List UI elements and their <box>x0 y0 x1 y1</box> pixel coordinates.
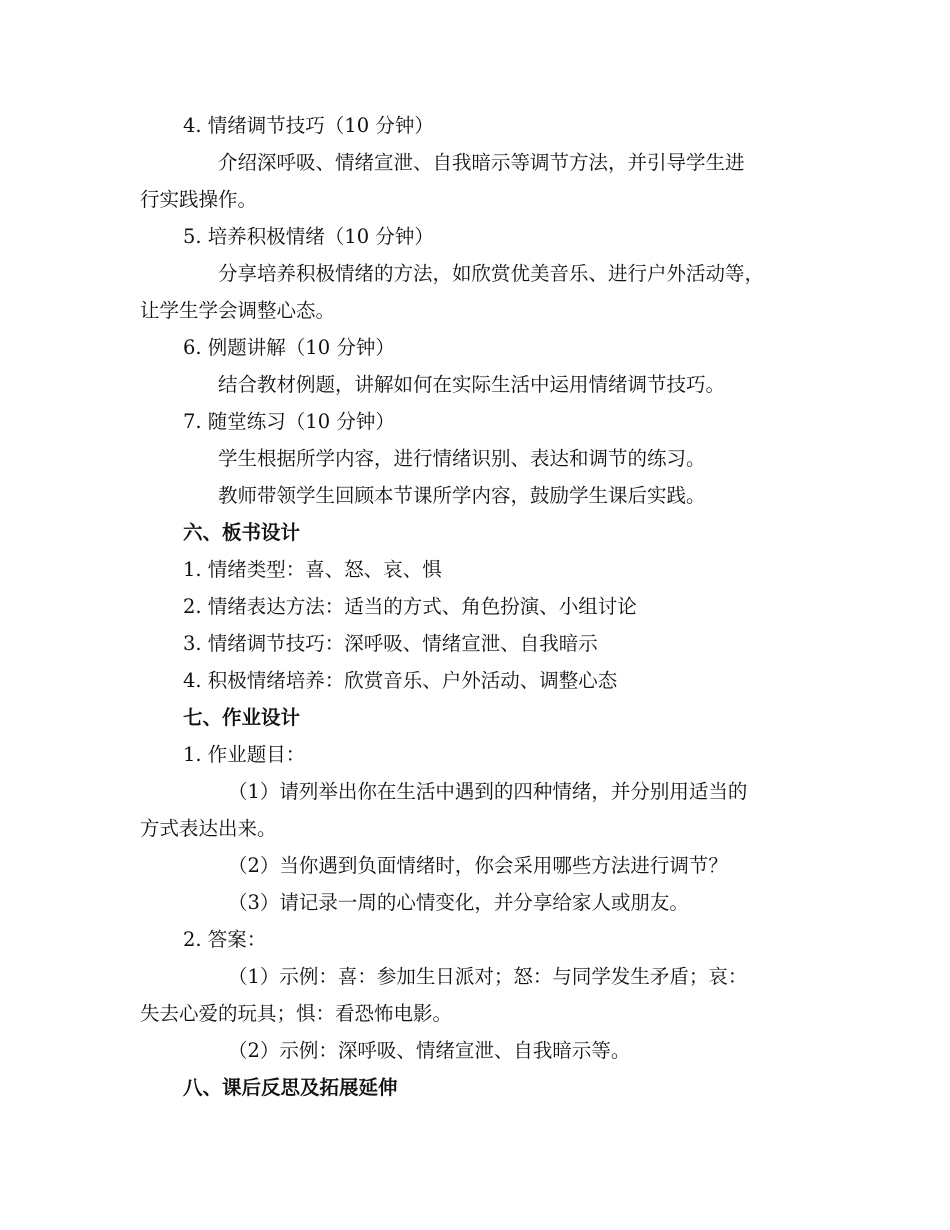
section-heading: 七、作业设计 <box>183 706 301 729</box>
list-item: 1. 作业题目： <box>183 743 306 766</box>
section-heading: 八、课后反思及拓展延伸 <box>183 1076 398 1099</box>
list-item: 3. 情绪调节技巧：深呼吸、情绪宣泄、自我暗示 <box>183 632 598 655</box>
paragraph-line: 让学生学会调整心态。 <box>140 299 336 322</box>
paragraph-line: 行实践操作。 <box>140 188 258 211</box>
paragraph-line: 教师带领学生回顾本节课所学内容，鼓励学生课后实践。 <box>218 484 706 507</box>
list-item-heading: 5. 培养积极情绪（10 分钟） <box>183 225 434 248</box>
paragraph-line: （2）当你遇到负面情绪时，你会采用哪些方法进行调节？ <box>228 854 728 877</box>
paragraph-line: 学生根据所学内容，进行情绪识别、表达和调节的练习。 <box>218 447 706 470</box>
list-item: 4. 积极情绪培养：欣赏音乐、户外活动、调整心态 <box>183 669 618 692</box>
paragraph-line: （3）请记录一周的心情变化，并分享给家人或朋友。 <box>228 891 689 914</box>
list-item: 1. 情绪类型：喜、怒、哀、惧 <box>183 558 442 581</box>
list-item-heading: 6. 例题讲解（10 分钟） <box>183 336 395 359</box>
paragraph-line: （2）示例：深呼吸、情绪宣泄、自我暗示等。 <box>228 1039 631 1062</box>
list-item-heading: 4. 情绪调节技巧（10 分钟） <box>183 114 434 137</box>
paragraph-line: （1）请列举出你在生活中遇到的四种情绪，并分别用适当的 <box>228 780 748 803</box>
paragraph-line: 失去心爱的玩具；惧：看恐怖电影。 <box>140 1002 453 1025</box>
list-item: 2. 答案： <box>183 928 267 951</box>
paragraph-line: 结合教材例题，讲解如何在实际生活中运用情绪调节技巧。 <box>218 373 726 396</box>
paragraph-line: （1）示例：喜：参加生日派对；怒：与同学发生矛盾；哀： <box>228 965 748 988</box>
paragraph-line: 分享培养积极情绪的方法，如欣赏优美音乐、进行户外活动等， <box>218 262 765 285</box>
paragraph-line: 介绍深呼吸、情绪宣泄、自我暗示等调节方法，并引导学生进 <box>218 151 745 174</box>
section-heading: 六、板书设计 <box>183 521 301 544</box>
list-item: 2. 情绪表达方法：适当的方式、角色扮演、小组讨论 <box>183 595 637 618</box>
list-item-heading: 7. 随堂练习（10 分钟） <box>183 410 395 433</box>
paragraph-line: 方式表达出来。 <box>140 817 277 840</box>
